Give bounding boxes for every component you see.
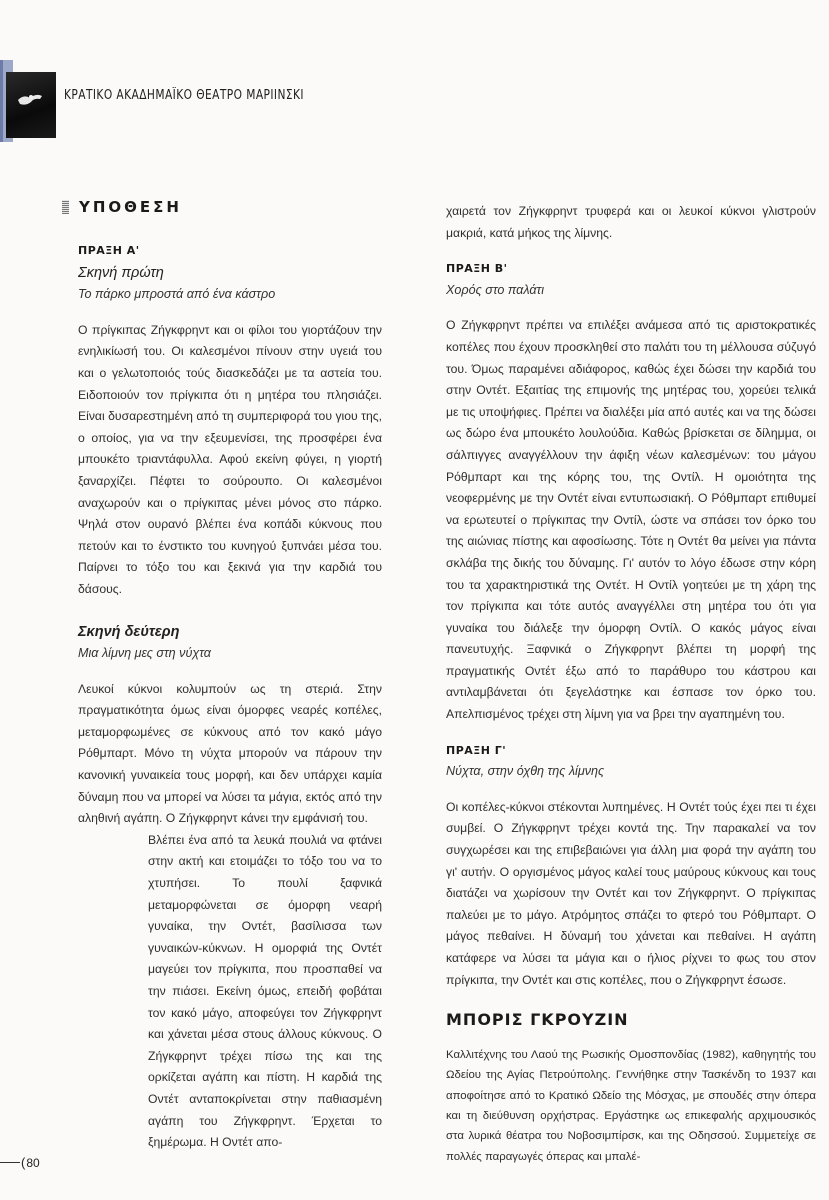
act-b-label: ΠΡΑΞΗ Β': [446, 262, 508, 276]
page-number-rule: [0, 1162, 20, 1163]
scene2-text: Λευκοί κύκνοι κολυμπούν ως τη στεριά. Στην πραγματικότητα όμως είναι όμορφες νεαρές κοπέλες, μεταμορφωμένες σε κύκνους από τον κακό μάγο Ρόθμπαρτ. Μόνο τη νύχτα μπορούν να πάρουν την κανονική γυναικεία τους μορφή, και δεν υπάρχει καμία δύναμη που να μπορεί να λύσει τα μάγια, εκτός από την αληθινή αγάπη. Ο Ζήγκφρηντ κάνει την εμφάνισή του.: [78, 681, 382, 826]
scene1-subtitle: Το πάρκο μπροστά από ένα κάστρο: [78, 287, 276, 302]
act-a-label: ΠΡΑΞΗ Α': [78, 244, 140, 257]
synopsis-heading: [62, 198, 182, 216]
right-column: [446, 201, 816, 1167]
page-number-value: 80: [26, 1155, 40, 1170]
scene2-text-indented: Βλέπει ένα από τα λευκά πουλιά να φτάνει στην ακτή και ετοιμάζει το τόξο του να το χτυπήσει. Το πουλί ξαφνικά μεταμορφώνεται σε όμορφη νεαρή γυναίκα, την Οντέτ, βασίλισσα των γυναικών-κύκνων. Η ομορφιά της Οντέτ μαγεύει τον πρίγκιπα, που προσπαθεί να την πιάσει. Εκείνη όμως, επειδή φοβάται τον κακό μάγο, αποφεύγει τον Ζήγκφρηντ και χάνεται μέσα στους άλλους κύκνους. Ο Ζήγκφρηντ τρέχει πίσω της και της ορκίζεται αγάπη και πίστη. Η καρδιά της Οντέτ ανταποκρίνεται στην παθιασμένη αγάπη του Ζήγκφρηντ. Έρχεται το ξημέρωμα. Η Οντέτ απο-: [148, 832, 382, 1150]
dancer-figure-icon: [16, 90, 44, 110]
bio-title: ΜΠΟΡΙΣ ΓΚΡΟΥΖΙΝ: [446, 1010, 629, 1030]
scene1-title: Σκηνή πρώτη: [78, 264, 164, 281]
theatre-header-title: ΚΡΑΤΙΚΟ ΑΚΑΔΗΜΑΪΚΟ ΘΕΑΤΡΟ ΜΑΡΙΙΝΣΚΙ: [64, 88, 304, 103]
act-c-subtitle: Νύχτα, στην όχθη της λίμνης: [446, 764, 605, 779]
bio-text: Καλλιτέχνης του Λαού της Ρωσικής Ομοσπονδίας (1982), καθηγητής του Ωδείου της Αγίας Πετρούπολης. Γεννήθηκε στην Τασκένδη το 1937 και αποφοίτησε από το Κρατικό Ωδείο της Μόσχας, με σπουδές στην όπερα και τη διεύθυνση ορχήστρας. Εργάστηκε ως επικεφαλής αρχιμουσικός στα λυρικά θέατρα του Νοβοσιμπίρσκ, και της Οδησσού. Συμμετείχε σε πολλές παραγωγές όπερας και μπαλέ-: [446, 1048, 816, 1163]
scene1-text: Ο πρίγκιπας Ζήγκφρηντ και οι φίλοι του γιορτάζουν την ενηλικίωσή του. Οι καλεσμένοι πίνουν στην υγειά του και ο γελωτοποιός τούς διασκεδάζει με τα αστεία του. Ειδοποιούν τον πρίγκιπα ότι η μητέρα του πλησιάζει. Είναι δυσαρεστημένη από τη συμπεριφορά του γιου της, ο οποίος, για να την εξευμενίσει, της προσφέρει ένα μπουκέτο τριαντάφυλλα. Αφού εκείνη φύγει, η γιορτή ξαναρχίζει. Πέφτει το σούρουπο. Οι καλεσμένοι αναχωρούν και ο πρίγκιπας μένει μόνος στο πάρκο. Ψηλά στον ουρανό βλέπει ένα κοπάδι κύκνους που πετούν και το ένστικτο του κυνηγού ξυπνάει μέσα του. Παίρνει το τόξο του και ξεκινά για την καρδιά του δάσους.: [78, 322, 382, 596]
scene2-title: Σκηνή δεύτερη: [78, 623, 180, 640]
ballet-dancer-photo: [6, 72, 56, 138]
scene2-subtitle: Μια λίμνη μες στη νύχτα: [78, 646, 211, 661]
continuation-text: χαιρετά τον Ζήγκφρηντ τρυφερά και οι λευκοί κύκνοι γλιστρούν μακριά, κατά μήκος της λίμνης.: [446, 204, 816, 240]
section-title: ΥΠΟΘΕΣΗ: [79, 198, 182, 216]
act-c-text: Οι κοπέλες-κύκνοι στέκονται λυπημένες. Η Οντέτ τούς έχει πει τι έχει συμβεί. Ο Ζήγκφρηντ τρέχει κοντά της. Την παρακαλεί να τον συγχωρέσει και της επιβεβαιώνει για άλλη μια φορά την αγάπη του γι' αυτήν. Ο οργισμένος μάγος καλεί τους μαύρους κύκνους και τους διατάζει να χωρίσουν την Οντέτ και τον Ζήγκφρηντ. Ο πρίγκιπας παλεύει με το μάγο. Ατρόμητος σπάζει το φτερό του Ρόθμπαρτ. Ο μάγος πεθαίνει. Η δύναμή του χάνεται και πεθαίνει. Η αγάπη κατάφερε να λύσει τα μάγια και ο ήλιος ρίχνει το φως του στον πρίγκιπα, την Οντέτ και στις κοπέλες, που ο Ζήγκφρηντ έσωσε.: [446, 799, 816, 987]
left-column: [78, 240, 382, 1154]
act-b-text: Ο Ζήγκφρηντ πρέπει να επιλέξει ανάμεσα από τις αριστοκρατικές κοπέλες που έχουν προσκληθεί στο παλάτι του τη μέλλουσα σύζυγό του. Όμως παραμένει αδιάφορος, καθώς έχει δώσει την καρδιά του στην Οντέτ. Εξαιτίας της επιμονής της μητέρας του, χορεύει τελικά με τις υποψήφιες. Πρέπει να διαλέξει μία από αυτές και να της δώσει ως δώρο ένα μπουκέτο λουλούδια. Καθώς βρίσκεται σε δίλημμα, οι σάλπιγγες αναγγέλλουν την άφιξη νέων καλεσμένων: του μάγου Ρόθμπαρτ και της κόρης του, της Οντίλ. Η ομοιότητα της νεοφερμένης με την Οντέτ είναι εντυπωσιακή. Ο Ρόθμπαρτ επιθυμεί να ερωτευτεί ο πρίγκιπας την Οντίλ, ώστε να σπάσει τον όρκο του της αιώνιας πίστης και αφοσίωσης. Τότε η Οντέτ θα μείνει για πάντα σκλάβα της δικής του δύναμης. Γι' αυτόν το λόγο έδωσε στην κόρη του τα χαρακτηριστικά της Οντέτ. Η Οντίλ γοητεύει με τη χάρη της τον πρίγκιπα και τότε αυτός αναγγέλλει στη μητέρα του ότι για γυναίκα του διάλεξε την όμορφη Οντίλ. Ο κακός μάγος είναι πανευτυχής. Ξαφνικά ο Ζήγκφρηντ βλέπει τη μορφή της πραγματικής Οντέτ έξω από το παράθυρο του κάστρου και αντιλαμβάνεται ότι ξεγελάστηκε και έσπασε τον όρκο του. Απελπισμένος τρέχει στη λίμνη για να βρει την αγαπημένη του.: [446, 318, 816, 722]
page-number: [0, 1155, 40, 1170]
act-c-label: ΠΡΑΞΗ Γ': [446, 743, 507, 757]
page-number-bracket: (: [21, 1155, 26, 1170]
act-b-subtitle: Χορός στο παλάτι: [446, 282, 545, 297]
section-marker-icon: [62, 200, 69, 214]
edge-color-bar-dark: [0, 60, 3, 142]
